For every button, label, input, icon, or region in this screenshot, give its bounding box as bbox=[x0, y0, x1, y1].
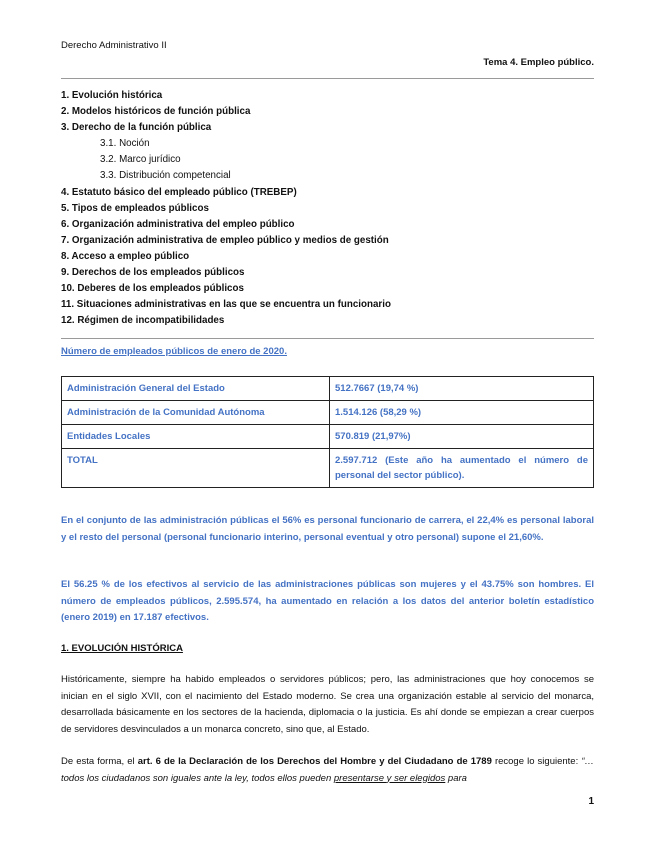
table-cell-value: 1.514.126 (58,29 %) bbox=[330, 401, 594, 425]
quote-run-underlined: presentarse y ser elegidos bbox=[333, 772, 446, 784]
toc-item: 12. Régimen de incompatibilidades bbox=[61, 315, 225, 327]
toc-item: 6. Organización administrativa del empleo público bbox=[61, 218, 295, 230]
quote-run: “…todos los ciudadanos son iguales ante la ley, todos ellos pueden bbox=[61, 756, 594, 784]
table-cell-label: Administración General del Estado bbox=[62, 377, 330, 401]
body-paragraph: Históricamente, siempre ha habido empleados o servidores públicos; pero, las administraciones que hoy conocemos se inician en el siglo XVII, con el nacimiento del Estado moderno. Se crea una organización estable al servicio del monarca, desarrollada básicamente en los sectores de la hacienda, diplomacia o la justicia. Es ahí donde se empiezan a crear cuerpos de servidores desvinculados a un monarca concreto, sino que, al Estado. bbox=[61, 674, 594, 735]
table-row bbox=[62, 449, 594, 488]
table-cell-label: TOTAL bbox=[62, 449, 330, 488]
toc-item: 4. Estatuto básico del empleado público (TREBEP) bbox=[61, 186, 297, 198]
toc-item: 8. Acceso a empleo público bbox=[61, 250, 190, 262]
table-cell-value: 570.819 (21,97%) bbox=[330, 425, 594, 449]
table-cell-value: 2.597.712 (Este año ha aumentado el número de personal del sector público). bbox=[330, 449, 594, 488]
table-row bbox=[62, 401, 594, 425]
body-paragraph bbox=[61, 754, 594, 787]
table-row bbox=[62, 425, 594, 449]
toc-item: 7. Organización administrativa de empleo público y medios de gestión bbox=[61, 234, 389, 246]
toc-item: 10. Deberes de los empleados públicos bbox=[61, 283, 244, 295]
stats-title-link[interactable]: Número de empleados públicos de enero de 2020. bbox=[61, 346, 287, 357]
toc-item: 3. Derecho de la función pública bbox=[61, 122, 212, 134]
table-cell-label: Administración de la Comunidad Autónoma bbox=[62, 401, 330, 425]
table-cell-value: 512.7667 (19,74 %) bbox=[330, 377, 594, 401]
quote-run: para bbox=[445, 772, 467, 784]
table-of-contents bbox=[61, 88, 594, 329]
text-run: De esta forma, el bbox=[61, 756, 138, 767]
table-row bbox=[62, 377, 594, 401]
table-cell-label: Entidades Locales bbox=[62, 425, 330, 449]
text-run-bold: art. 6 de la Declaración de los Derechos del Hombre y del Ciudadano de 1789 bbox=[137, 756, 492, 767]
toc-subitem: 3.1. Noción bbox=[100, 138, 150, 150]
toc-item: 9. Derechos de los empleados públicos bbox=[61, 267, 245, 279]
divider bbox=[61, 78, 594, 79]
employees-table bbox=[61, 376, 594, 488]
header-course: Derecho Administrativo II bbox=[61, 40, 167, 51]
toc-subitem: 3.3. Distribución competencial bbox=[100, 170, 231, 182]
highlight-paragraph: El 56.25 % de los efectivos al servicio de las administraciones públicas son mujeres y el 43.75% son hombres. El número de empleados públicos, 2.595.574, ha aumentado en relación a los datos del anterior boletín estadístico (enero 2019) en 17.187 efectivos. bbox=[61, 579, 594, 623]
page-number: 1 bbox=[588, 796, 594, 807]
highlight-paragraph: En el conjunto de las administración públicas el 56% es personal funcionario de carrera, el 22,4% es personal laboral y el resto del personal (personal funcionario interino, personal eventual y otro personal) supone el 21,60%. bbox=[61, 515, 594, 543]
toc-item: 1. Evolución histórica bbox=[61, 90, 163, 101]
text-run: recoge lo siguiente: bbox=[491, 756, 582, 767]
header-topic: Tema 4. Empleo público. bbox=[483, 57, 594, 68]
toc-item: 11. Situaciones administrativas en las que se encuentra un funcionario bbox=[61, 299, 391, 311]
toc-item: 2. Modelos históricos de función pública bbox=[61, 106, 251, 118]
section-title: 1. EVOLUCIÓN HISTÓRICA bbox=[61, 643, 183, 654]
toc-item: 5. Tipos de empleados públicos bbox=[61, 202, 209, 214]
divider bbox=[61, 338, 594, 339]
toc-subitem: 3.2. Marco jurídico bbox=[100, 154, 181, 166]
